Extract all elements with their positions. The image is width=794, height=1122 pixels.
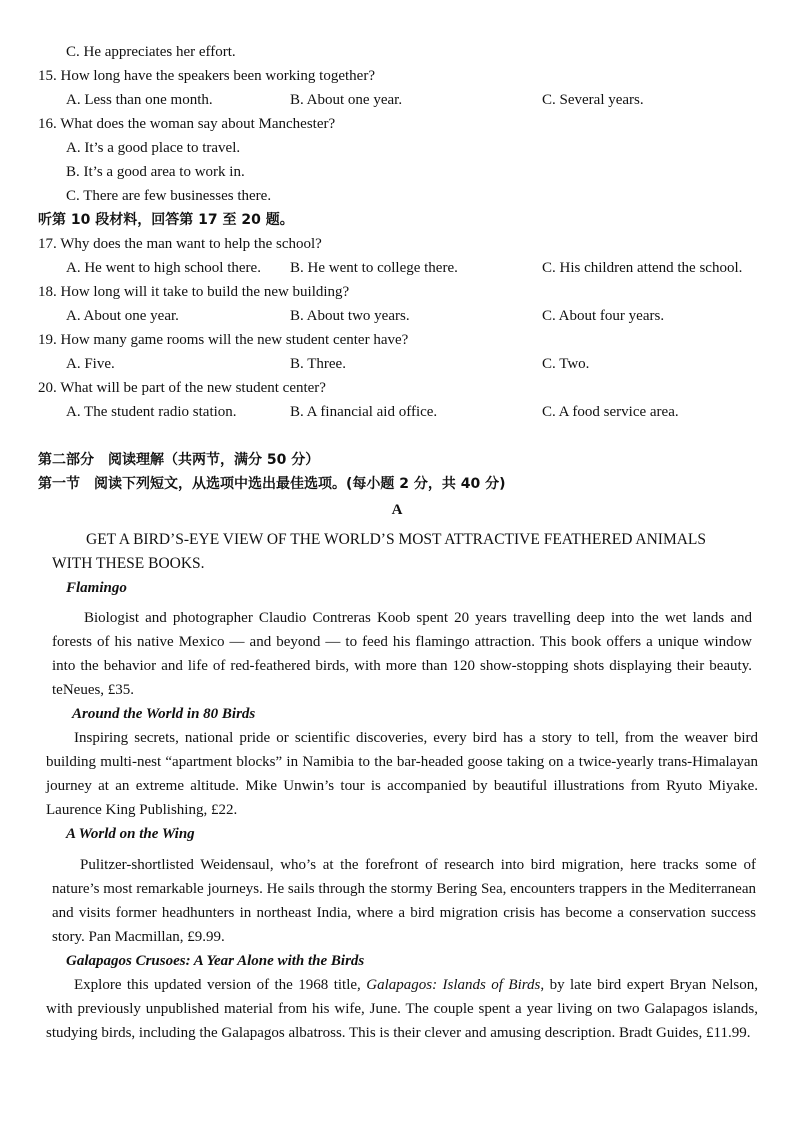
q18-option-a: A. About one year. — [66, 308, 179, 324]
q18-option-c: C. About four years. — [542, 308, 665, 324]
q15-option-a: A. Less than one month. — [66, 92, 213, 108]
q16-option-c: C. There are few businesses there. — [66, 188, 272, 204]
book-description-galapagos-crusoes — [46, 973, 758, 1045]
passage-heading-line-1: GET A BIRD’S-EYE VIEW OF THE WORLD’S MOST ATTRACTIVE FEATHERED ANIMALS — [86, 531, 707, 548]
book-title-flamingo: Flamingo — [66, 580, 127, 596]
q17-option-b: B. He went to college there. — [290, 260, 458, 276]
q14-option-c: C. He appreciates her effort. — [66, 44, 236, 60]
passage-letter: A — [391, 502, 403, 518]
q17-question: 17. Why does the man want to help the school? — [38, 236, 322, 252]
section-1-instruction: 第一节 阅读下列短文，从选项中选出最佳选项。(每小题 2 分，共 40 分) — [38, 476, 506, 492]
book-title-world-on-the-wing: A World on the Wing — [66, 826, 195, 842]
q17-option-a: A. He went to high school there. — [66, 260, 261, 276]
book4-text-pre: Explore this updated version of the 1968 title, — [74, 977, 367, 993]
q20-option-b: B. A financial aid office. — [290, 404, 438, 420]
q15-question: 15. How long have the speakers been working together? — [38, 68, 375, 84]
book-description-around-the-world: Inspiring secrets, national pride or scientific discoveries, every bird has a story to tell, from the weaver bird building multi-nest “apartment blocks” in Namibia to the bar-headed goose taking on a twice-yearly trans-Himalayan journey at an extreme altitude. Mike Unwin’s tour is accompanied by beautiful illustrations from Ryuto Miyake. Laurence King Publishing, £22. — [46, 730, 758, 818]
q16-option-b: B. It’s a good area to work in. — [66, 164, 245, 180]
book-description-flamingo: Biologist and photographer Claudio Contreras Koob spent 20 years travelling deep into the wet lands and forests of his native Mexico — and beyond — to feed his flamingo attraction. This book offers a unique window into the behavior and life of red-feathered birds, with more than 120 show-stopping shots displaying their beauty. teNeues, £35. — [52, 610, 752, 698]
q19-question: 19. How many game rooms will the new student center have? — [38, 332, 409, 348]
book4-text-post: , by late bird expert Bryan Nelson, with previously unpublished material from his wife, June. The couple spent a year living on two Galapagos islands, studying birds, including the Galapagos albatross. This is their clever and amusing description. Bradt Guides, £11.99. — [46, 977, 758, 1041]
q18-option-b: B. About two years. — [290, 308, 410, 324]
q17-option-c: C. His children attend the school. — [542, 260, 743, 276]
section-10-instruction: 听第 10 段材料，回答第 17 至 20 题。 — [38, 212, 294, 228]
book-title-around-the-world: Around the World in 80 Birds — [72, 706, 256, 722]
q20-option-c: C. A food service area. — [542, 404, 679, 420]
q19-option-a: A. Five. — [66, 356, 115, 372]
q19-option-c: C. Two. — [542, 356, 590, 372]
passage-heading-line-2: WITH THESE BOOKS. — [52, 555, 205, 572]
book-title-galapagos-crusoes: Galapagos Crusoes: A Year Alone with the Birds — [66, 953, 365, 969]
q19-option-b: B. Three. — [290, 356, 346, 372]
q16-option-a: A. It’s a good place to travel. — [66, 140, 241, 156]
q18-question: 18. How long will it take to build the new building? — [38, 284, 350, 300]
book-description-world-on-the-wing: Pulitzer-shortlisted Weidensaul, who’s at the forefront of research into bird migration, here tracks some of nature’s most remarkable journeys. He sails through the stormy Bering Sea, encounters trappers in the Mediterranean and visits former headhunters in northeast India, where a bird migration crisis has become a conservation success story. Pan Macmillan, £9.99. — [52, 857, 756, 945]
q15-option-c: C. Several years. — [542, 92, 644, 108]
q16-question: 16. What does the woman say about Manchester? — [38, 116, 336, 132]
q20-question: 20. What will be part of the new student center? — [38, 380, 326, 396]
part-2-heading: 第二部分 阅读理解（共两节，满分 50 分） — [38, 452, 320, 468]
book4-original-title: Galapagos: Islands of Birds — [366, 977, 541, 993]
q15-option-b: B. About one year. — [290, 92, 403, 108]
q20-option-a: A. The student radio station. — [66, 404, 237, 420]
